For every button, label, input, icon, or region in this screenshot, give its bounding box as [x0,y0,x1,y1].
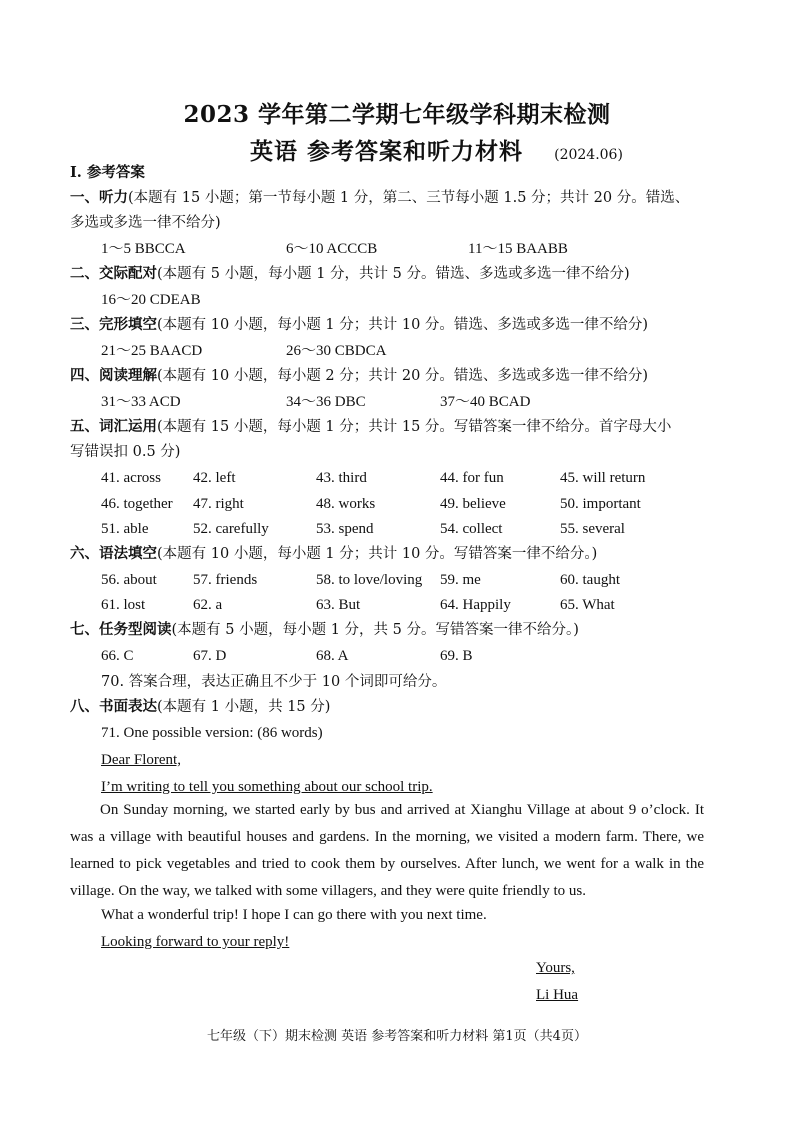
matching-desc: (本题有 5 小题，每小题 1 分，共计 5 分。错选、多选或多选一律不给分) [157,266,630,282]
listening-desc: (本题有 15 小题；第一节每小题 1 分，第二、三节每小题 1.5 分；共计 20 分。错选、 [128,190,690,206]
matching-heading: 二、交际配对 [70,265,157,282]
exam-date: (2024.06) [554,147,623,163]
page-footer: 七年级（下）期末检测 英语 参考答案和听力材料 第1页（共4页） [207,1029,587,1044]
letter-paragraph-2: What a wonderful trip! I hope I can go there with you next time. [101,907,487,923]
vocab-desc: (本题有 15 小题，每小题 1 分；共计 15 分。写错答案一律不给分。首字母大小 [157,419,672,435]
task-reading-answer: 68. A [316,648,349,664]
listening-answer-3: 11～15 BAABB [468,241,568,257]
cloze-answer-2: 26～30 CBDCA [286,343,387,359]
grammar-heading-row [70,544,597,564]
reading-answer-2: 34～36 DBC [286,394,366,410]
vocab-answer: 54. collect [440,521,503,537]
grammar-answer: 65. What [560,597,615,613]
grammar-answer: 62. a [193,597,223,613]
grammar-heading: 六、语法填空 [70,545,157,562]
writing-heading: 八、书面表达 [70,698,157,715]
reading-answer-3: 37～40 BCAD [440,394,531,410]
vocab-desc-cont: 写错误扣 0.5 分) [70,444,181,460]
task-reading-heading-row [70,620,579,640]
listening-desc-cont: 多选或多选一律不给分) [70,215,221,231]
vocab-answer: 45. will return [560,470,646,486]
task-reading-answer: 67. D [193,648,227,664]
vocab-heading: 五、词汇运用 [70,418,157,435]
listening-heading: 一、听力 [70,189,128,206]
grammar-answer: 56. about [101,572,157,588]
vocab-answer: 44. for fun [440,470,504,486]
reading-heading-row [70,366,648,386]
reading-heading: 四、阅读理解 [70,367,157,384]
task-reading-desc: (本题有 5 小题，每小题 1 分，共 5 分。写错答案一律不给分。) [171,622,579,638]
page-subtitle: 英语 参考答案和听力材料 [250,138,524,165]
letter-closing: Looking forward to your reply! [101,934,290,950]
matching-answer-1: 16～20 CDEAB [101,292,201,308]
vocab-answer: 43. third [316,470,367,486]
reading-desc: (本题有 10 小题，每小题 2 分；共计 20 分。错选、多选或多选一律不给分) [157,368,649,384]
letter-opening: I’m writing to tell you something about our school trip. [101,779,433,795]
grammar-answer: 64. Happily [440,597,511,613]
cloze-answer-1: 21～25 BAACD [101,343,203,359]
listening-heading-row [70,188,689,208]
vocab-answer: 55. several [560,521,625,537]
vocab-heading-row [70,417,671,437]
page-title: 2023 学年第二学期七年级学科期末检测 [183,101,611,128]
writing-desc: (本题有 1 小题，共 15 分) [157,699,331,715]
grammar-answer: 63. But [316,597,361,613]
vocab-answer: 41. across [101,470,161,486]
grammar-answer: 60. taught [560,572,620,588]
vocab-answer: 49. believe [440,496,506,512]
vocab-answer: 53. spend [316,521,374,537]
listening-answer-2: 6～10 ACCCB [286,241,378,257]
grammar-desc: (本题有 10 小题，每小题 1 分；共计 10 分。写错答案一律不给分。) [157,546,598,562]
writing-version-label: 71. One possible version: (86 words) [101,725,323,741]
writing-heading-row [70,697,330,717]
vocab-answer: 48. works [316,496,376,512]
vocab-answer: 51. able [101,521,149,537]
task-reading-note: 70. 答案合理，表达正确且不少于 10 个词即可给分。 [101,674,447,690]
letter-signature: Li Hua [536,987,579,1003]
task-reading-answer: 69. B [440,648,473,664]
letter-sign-off: Yours, [536,960,575,976]
task-reading-heading: 七、任务型阅读 [70,621,172,638]
task-reading-answer: 66. C [101,648,134,664]
grammar-answer: 57. friends [193,572,258,588]
vocab-answer: 50. important [560,496,641,512]
vocab-answer: 46. together [101,496,173,512]
cloze-heading-row [70,315,648,335]
grammar-answer: 58. to love/loving [316,572,423,588]
vocab-answer: 47. right [193,496,244,512]
page-subtitle-row [250,133,623,166]
vocab-answer: 52. carefully [193,521,269,537]
matching-heading-row [70,264,630,284]
cloze-desc: (本题有 10 小题，每小题 1 分；共计 10 分。错选、多选或多选一律不给分) [157,317,649,333]
grammar-answer: 61. lost [101,597,146,613]
letter-greeting: Dear Florent, [101,752,181,768]
reading-answer-1: 31～33 ACD [101,394,181,410]
section-heading: Ⅰ. 参考答案 [70,164,145,181]
cloze-heading: 三、完形填空 [70,316,157,333]
vocab-answer: 42. left [193,470,236,486]
listening-answer-1: 1～5 BBCCA [101,241,186,257]
letter-paragraph-1: On Sunday morning, we started early by bus and arrived at Xianghu Village at about 9 o’clock. It was a village with beautiful houses and gardens. In the morning, we visited a modern farm. There, we learned to pick vegetables and tried to cook them by ourselves. After lunch, we went for a walk in the village. On the way, we talked with some villagers, and they were quite friendly to us. [70,802,704,899]
grammar-answer: 59. me [440,572,481,588]
